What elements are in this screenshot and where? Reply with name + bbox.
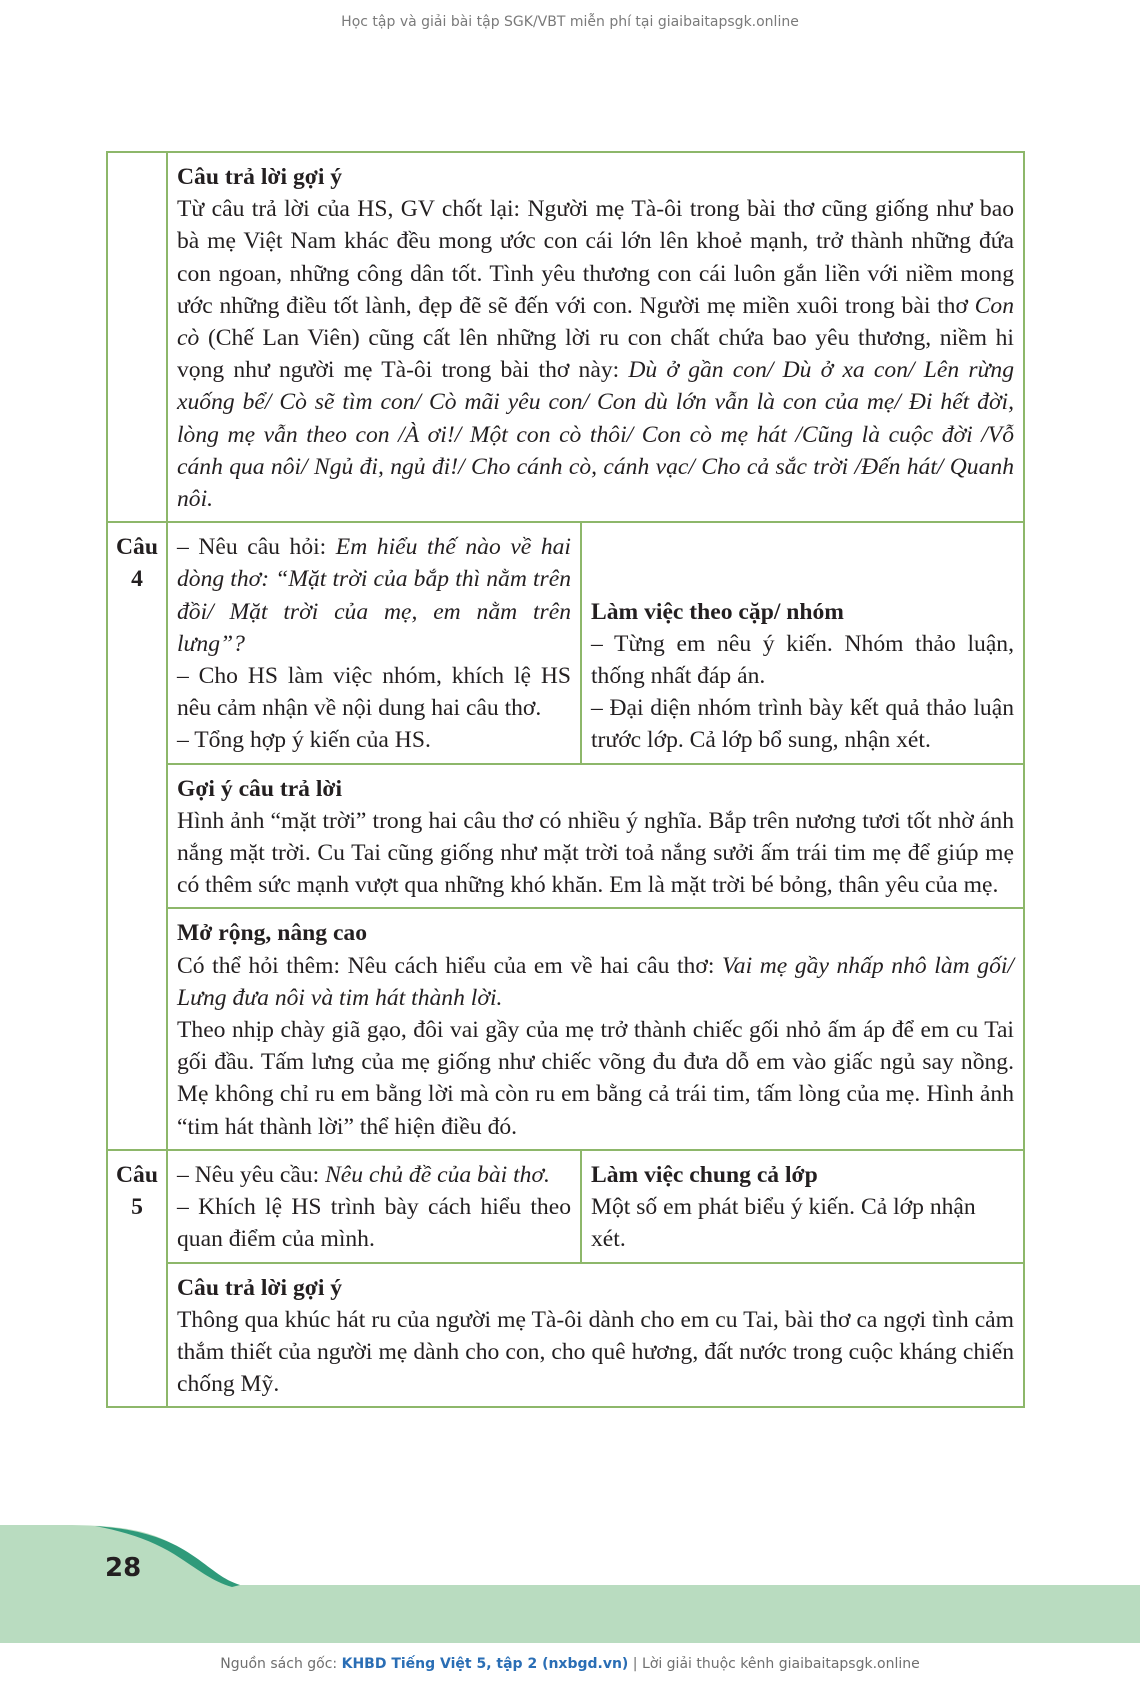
student-heading: Làm việc chung cả lớp [591, 1161, 818, 1188]
empty-label-cell [107, 152, 167, 522]
block-heading: Mở rộng, nâng cao [177, 920, 368, 947]
block-text: Từ câu trả lời của HS, GV chốt lại: Người mẹ Tà-ôi trong bài thơ cũng giống như bao bà mẹ Việt Nam khác đều mong ước con cái lớn lên khoẻ mạnh, trở thành những đứa con ngoan, những công dân tốt. Tình yêu thương con cái luôn gắn liền với niềm mong ước những điều tốt lành, đẹp đẽ sẽ đến với con. Người mẹ miền xuôi trong bài thơ [177, 196, 1014, 319]
student-activity-4 [581, 522, 1024, 763]
student-line: – Từng em nêu ý kiến. Nhóm thảo luận, thống nhất đáp án. [591, 630, 1014, 690]
table-row [107, 522, 1024, 763]
teacher-line: – Khích lệ HS trình bày cách hiểu theo quan điểm của mình. [177, 1194, 571, 1253]
page-number: 28 [105, 1553, 142, 1583]
table-row [107, 1263, 1024, 1408]
block-heading: Câu trả lời gợi ý [177, 164, 343, 190]
lesson-table [106, 151, 1025, 1408]
block-text-2: (Chế Lan Viên) cũng cất lên những lời ru con chất chứa bao yêu thương, niềm hi vọng như người mẹ Tà-ôi trong bài thơ này: [177, 325, 1014, 384]
teacher-activity-5: – Nêu yêu cầu: Nêu chủ đề của bài thơ. – Khích lệ HS trình bày cách hiểu theo quan điểm của mình. [167, 1150, 581, 1263]
teacher-line: – Cho HS làm việc nhóm, khích lệ HS nêu cảm nhận về nội dung hai câu thơ. [177, 663, 571, 722]
teacher-question: Em hiểu thế nào về hai dòng thơ: “Mặt trời của bắp thì nằm trên đồi/ Mặt trời của mẹ, em nằm trên lưng”? [177, 534, 571, 657]
block-heading: Gợi ý câu trả lời [177, 775, 343, 802]
student-activity-5 [581, 1150, 1024, 1263]
extension-block-4: Mở rộng, nâng cao Có thể hỏi thêm: Nêu cách hiểu của em về hai câu thơ: Vai mẹ gầy nhấp nhô làm gối/ Lưng đưa nôi và tim hát thành lời. Theo nhịp chày giã gạo, đôi vai gầy của mẹ trở thành chiếc gối nhỏ ấm áp để em cu Tai gối đầu. Tấm lưng của mẹ giống như chiếc võng đu đưa dỗ em vào giấc ngủ say nồng. Mẹ không chỉ ru em bằng lời mà còn ru em bằng cả trái tim, tấm lòng của mẹ. Hình ảnh “tim hát thành lời” thể hiện điều đó. [167, 908, 1024, 1149]
teacher-line: – Tổng hợp ý kiến của HS. [177, 727, 431, 754]
teacher-question: Nêu chủ đề của bài thơ. [325, 1161, 550, 1188]
poem-quote: Dù ở gần con/ Dù ở xa con/ Lên rừng xuống bể/ Cò sẽ tìm con/ Cò mãi yêu con/ Con dù lớn vẫn là con của mẹ/ Đi hết đời, lòng mẹ vẫn theo con /À ơi!/ Một con cò thôi/ Con cò mẹ hát /Cũng là cuộc đời /Vỗ cánh qua nôi/ Ngủ đi, ngủ đi!/ Cho cánh cò, cánh vạc/ Cho cả sắc trời /Đến hát/ Quanh nôi. [177, 357, 1014, 513]
student-line: – Đại diện nhóm trình bày kết quả thảo luận trước lớp. Cả lớp bổ sung, nhận xét. [591, 695, 1014, 754]
block-heading: Câu trả lời gợi ý [177, 1274, 343, 1301]
source-footer: Nguồn sách gốc: KHBD Tiếng Việt 5, tập 2 (nxbgd.vn) | Lời giải thuộc kênh giaibaitapsgk.online [220, 1656, 920, 1672]
question-label-5: Câu 5 [107, 1150, 167, 1407]
table-row [107, 152, 1024, 522]
answer-block-4 [167, 764, 1024, 909]
footer-band [0, 1525, 1140, 1643]
source-title: KHBD Tiếng Việt 5, tập 2 (nxbgd.vn) [341, 1656, 629, 1672]
header-banner: Học tập và giải bài tập SGK/VBT miễn phí tại giaibaitapsgk.online [341, 14, 799, 30]
block-text: Hình ảnh “mặt trời” trong hai câu thơ có nhiều ý nghĩa. Bắp trên nương tươi tốt nhờ ánh nắng mặt trời. Cu Tai cũng giống như mặt trời toả nắng sưởi ấm trái tim mẹ để giúp mẹ có thêm sức mạnh vượt qua những khó khăn. Em là mặt trời bé bỏng, thân yêu của mẹ. [177, 807, 1014, 899]
block-text: Theo nhịp chày giã gạo, đôi vai gầy của mẹ trở thành chiếc gối nhỏ ấm áp để em cu Tai gối đầu. Tấm lưng của mẹ giống như chiếc võng đu đưa dỗ em vào giấc ngủ say nồng. Mẹ không chỉ ru em bằng lời mà còn ru em bằng cả trái tim, tấm lòng của mẹ. Hình ảnh “tim hát thành lời” thể hiện điều đó. [177, 1017, 1014, 1140]
table-row [107, 908, 1024, 1149]
question-label-4: Câu 4 [107, 522, 167, 1150]
table-row [107, 1150, 1024, 1263]
student-heading: Làm việc theo cặp/ nhóm [591, 598, 844, 625]
student-line: Một số em phát biểu ý kiến. Cả lớp nhận xét. [591, 1194, 976, 1253]
answer-block-cau3 [167, 152, 1024, 522]
poem-title: Con cò [177, 292, 1014, 352]
ext-quote: Vai mẹ gầy nhấp nhô làm gối/ Lưng đưa nôi và tim hát thành lời. [177, 952, 1014, 1011]
answer-block-5 [167, 1263, 1024, 1408]
table-row [107, 764, 1024, 909]
teacher-activity-4: – Nêu câu hỏi: Em hiểu thế nào về hai dòng thơ: “Mặt trời của bắp thì nằm trên đồi/ Mặt trời của mẹ, em nằm trên lưng”? – Cho HS làm việc nhóm, khích lệ HS nêu cảm nhận về nội dung hai câu thơ. – Tổng hợp ý kiến của HS. [167, 522, 581, 763]
block-text: Thông qua khúc hát ru của người mẹ Tà-ôi dành cho em cu Tai, bài thơ ca ngợi tình cảm thắm thiết của người mẹ dành cho con, cho quê hương, đất nước trong cuộc kháng chiến chống Mỹ. [177, 1306, 1014, 1398]
